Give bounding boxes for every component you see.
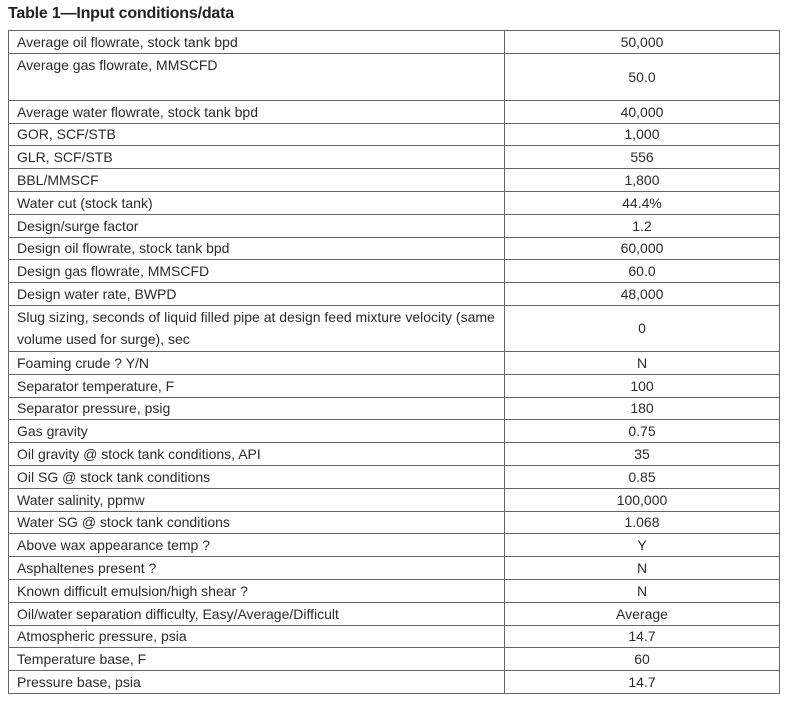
row-value: N <box>505 351 780 374</box>
row-value: 14.7 <box>505 671 780 694</box>
row-label: Design/surge factor <box>9 214 505 237</box>
table-row <box>9 625 780 648</box>
table-row <box>9 214 780 237</box>
table-row <box>9 579 780 602</box>
table-row <box>9 146 780 169</box>
row-value: 44.4% <box>505 191 780 214</box>
table-row <box>9 374 780 397</box>
row-label: Asphaltenes present ? <box>9 557 505 580</box>
table-row <box>9 488 780 511</box>
table-title: Table 1—Input conditions/data <box>8 5 234 22</box>
table-row <box>9 123 780 146</box>
row-label: Slug sizing, seconds of liquid filled pipe at design feed mixture velocity (same volume used for surge), sec <box>9 305 505 351</box>
row-label: Average gas flowrate, MMSCFD <box>9 53 505 100</box>
row-value: 1,000 <box>505 123 780 146</box>
row-value: 60 <box>505 648 780 671</box>
row-value: Average <box>505 602 780 625</box>
row-label: Water cut (stock tank) <box>9 191 505 214</box>
table-row <box>9 351 780 374</box>
table-row <box>9 260 780 283</box>
row-value: 180 <box>505 397 780 420</box>
row-value: 100,000 <box>505 488 780 511</box>
row-label: Separator temperature, F <box>9 374 505 397</box>
row-value: 50.0 <box>505 53 780 100</box>
row-label: Foaming crude ? Y/N <box>9 351 505 374</box>
input-conditions-table <box>8 30 780 694</box>
table-row <box>9 283 780 306</box>
row-label: Pressure base, psia <box>9 671 505 694</box>
table-row <box>9 397 780 420</box>
row-label: GLR, SCF/STB <box>9 146 505 169</box>
row-value: 60,000 <box>505 237 780 260</box>
table-row <box>9 420 780 443</box>
table-row <box>9 671 780 694</box>
table-row <box>9 602 780 625</box>
row-label: Oil gravity @ stock tank conditions, API <box>9 443 505 466</box>
row-label: Separator pressure, psig <box>9 397 505 420</box>
row-value: 14.7 <box>505 625 780 648</box>
table-row <box>9 443 780 466</box>
table-row <box>9 511 780 534</box>
row-value: 50,000 <box>505 31 780 54</box>
row-value: 1.2 <box>505 214 780 237</box>
row-label: GOR, SCF/STB <box>9 123 505 146</box>
row-value: 100 <box>505 374 780 397</box>
table-row <box>9 465 780 488</box>
row-label: BBL/MMSCF <box>9 169 505 192</box>
row-value: 35 <box>505 443 780 466</box>
row-label: Average oil flowrate, stock tank bpd <box>9 31 505 54</box>
row-label: Atmospheric pressure, psia <box>9 625 505 648</box>
row-label: Design oil flowrate, stock tank bpd <box>9 237 505 260</box>
row-label: Water SG @ stock tank conditions <box>9 511 505 534</box>
row-value: 60.0 <box>505 260 780 283</box>
row-value: N <box>505 579 780 602</box>
row-label: Design water rate, BWPD <box>9 283 505 306</box>
row-value: 0 <box>505 305 780 351</box>
table-row <box>9 305 780 351</box>
row-value: 0.85 <box>505 465 780 488</box>
row-value: 0.75 <box>505 420 780 443</box>
row-value: 1.068 <box>505 511 780 534</box>
row-value: N <box>505 557 780 580</box>
row-label: Known difficult emulsion/high shear ? <box>9 579 505 602</box>
row-label: Water salinity, ppmw <box>9 488 505 511</box>
row-value: Y <box>505 534 780 557</box>
row-label: Above wax appearance temp ? <box>9 534 505 557</box>
row-label: Design gas flowrate, MMSCFD <box>9 260 505 283</box>
row-label: Average water flowrate, stock tank bpd <box>9 100 505 123</box>
table-row <box>9 534 780 557</box>
row-value: 40,000 <box>505 100 780 123</box>
table-row <box>9 557 780 580</box>
table-row <box>9 169 780 192</box>
table-row <box>9 648 780 671</box>
row-value: 1,800 <box>505 169 780 192</box>
table-row <box>9 237 780 260</box>
table-row <box>9 31 780 54</box>
row-label: Temperature base, F <box>9 648 505 671</box>
table-row <box>9 100 780 123</box>
row-label: Oil SG @ stock tank conditions <box>9 465 505 488</box>
row-label: Gas gravity <box>9 420 505 443</box>
row-value: 556 <box>505 146 780 169</box>
table-row <box>9 191 780 214</box>
row-value: 48,000 <box>505 283 780 306</box>
table-row <box>9 53 780 100</box>
row-label: Oil/water separation difficulty, Easy/Average/Difficult <box>9 602 505 625</box>
